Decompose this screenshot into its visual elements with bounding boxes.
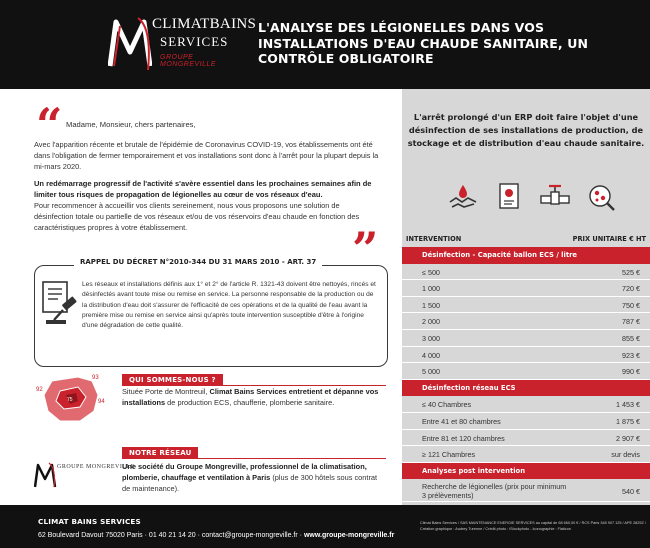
price-section-title: Désinfection - Capacité ballon ECS / litre [422,251,578,259]
col-price: PRIX UNITAIRE € HT [572,235,646,243]
service-icons [448,182,618,212]
price-row-label: 5 000 [422,367,440,377]
who-text-b: Climat Bains Services entretient et dépanne vos installations [122,387,379,407]
header-banner [0,0,650,89]
footer-email[interactable]: contact@groupe-mongreville.fr [201,532,298,539]
price-row-label: 2 000 [422,317,440,327]
price-row-value: 750 € [622,300,640,310]
price-row-value: sur devis [611,450,640,460]
who-label: QUI SOMMES-NOUS ? [122,374,223,386]
letter-paragraph-1: Avec l'apparition récente et brutale de l'épidémie de Coronavirus COVID-19, vos établissements ont été dans l'obligation de fermer temporairement et vos installations sont donc à l'arrêt pour la plupart depuis la mi-mars 2020. [34,140,379,171]
who-text-a: Située Porte de Montreuil, [122,387,210,396]
hands-drop-icon [448,182,478,212]
price-row-label: ≤ 40 Chambres [422,400,472,410]
price-row-label: 4 000 [422,350,440,360]
network-text [122,461,384,494]
price-row [402,297,650,314]
network-label: NOTRE RÉSEAU [122,447,198,459]
price-row [402,446,650,463]
network-underline [122,458,386,459]
intro-text: L'arrêt prolongé d'un ERP doit faire l'objet d'une désinfection de ses installations de production, de stockage et de distribution d'eau chaude sanitaire. [407,112,645,148]
page-title: L'ANALYSE DES LÉGIONELLES DANS VOS INSTALLATIONS D'EAU CHAUDE SANITAIRE, UN CONTRÔLE OBLIGATOIRE [258,20,589,66]
footer-contact: 62 Boulevard Davout 75020 Paris · 01 40 21 14 20 · contact@groupe-mongreville.fr · www.groupe-mongreville.fr [38,532,395,539]
price-row-value: 2 907 € [616,433,640,443]
price-row-value: 855 € [622,333,640,343]
price-row [402,313,650,330]
footer-website[interactable]: www.groupe-mongreville.fr [303,532,395,539]
price-row-value: 540 € [622,487,640,497]
price-row [402,479,650,502]
price-row [402,413,650,430]
price-panel [402,89,650,505]
price-row-value: 787 € [622,317,640,327]
price-row [402,347,650,364]
footer-address: 62 Boulevard Davout 75020 Paris [38,532,143,539]
footer [0,505,650,548]
price-row-label: ≥ 121 Chambres [422,450,476,460]
map-label-94: 94 [98,399,105,405]
price-section-title: Désinfection réseau ECS [422,383,516,392]
certificate-icon [494,182,524,212]
price-row [402,280,650,297]
logo-groupe: GROUPE MONGREVILLE [160,54,217,68]
bacteria-icon [586,182,616,212]
letter-paragraph-2: Un redémarrage progressif de l'activité s'avère essentiel dans les prochaines semaines afin de limiter tous risques de propagation de légionelles au cœur de vos réseaux d'eau. [34,179,372,199]
who-text [122,386,384,408]
letter-paragraph-3: Pour recommencer à accueillir vos clients sereinement, nous vous proposons une solution de désinfection totale ou partielle de vos réseaux et/ou de vos réservoirs d'eau chaude en fonction des caractéristiques propres à votre établissement. [34,201,360,232]
price-section-header [402,247,650,264]
paris-region-map [34,371,114,427]
open-quote-icon: “ [36,98,63,152]
price-row [402,396,650,413]
network-text-b: (plus de 300 hôtels sous contrat de maintenance). [122,473,378,493]
map-label-92: 92 [36,387,43,393]
greeting: Madame, Monsieur, chers partenaires, [66,120,196,129]
price-row-label: 3 000 [422,333,440,343]
price-section-header [402,463,650,480]
logo-name: CLIMATBAINS [152,16,257,32]
map-label-93: 93 [92,375,99,381]
price-row-label: Recherche de légionelles (prix pour minimum 3 prélèvements) [422,482,567,501]
price-row [402,330,650,347]
who-text-c: de production ECS, chaufferie, plomberie sanitaire. [165,398,335,407]
valve-pipe-icon [540,182,570,212]
price-row-label: 1 500 [422,300,440,310]
letter-column [34,89,388,505]
climatbains-m-logo-icon [108,14,152,72]
price-row-label: 1 000 [422,284,440,294]
footer-legal: Climat Bains Services / SAS MAINTENANCE ENERGIE SERVICES au capital de 68 660,00 € / RCS Paris 345 907 125 / APE 2825Z / Création graphique : Audrey Turenne / Crédit photo : iStockphoto - Iconographie : Flaticon [420,521,646,531]
climatbains-logo [108,14,257,76]
footer-company-name: CLIMAT BAINS SERVICES [38,517,141,526]
price-row-value: 1 453 € [616,400,640,410]
price-row [402,363,650,380]
decree-title: RAPPEL DU DÉCRET N°2010-344 DU 31 MARS 2010 - ART. 37 [74,258,322,266]
price-section-header [402,380,650,397]
price-row-label: Entre 41 et 80 chambres [422,416,501,426]
col-intervention: INTERVENTION [406,235,462,243]
logo-services: SERVICES [160,34,229,49]
footer-phone: 01 40 21 14 20 [148,532,196,539]
price-row-value: 720 € [622,284,640,294]
decree-text: Les réseaux et installations définis aux 1° et 2° de l'article R. 1321-43 doivent être nettoyés, rincés et désinfectés avant toute mise ou remise en service. La personne responsable de la production ou de la distribution d'eau doit s'assurer de l'efficacité de ces opérations et de la qualité de l'eau avant la première mise ou remise en service ainsi qu'après toute intervention susceptible d'être à l'origine d'une dégradation de cette qualité. [82,281,376,330]
gavel-document-icon [40,280,80,326]
mongreville-logo-text: GROUPE MONGREVILLE [57,464,135,470]
price-table-header [406,235,646,243]
close-quote-icon: ” [352,222,379,276]
price-row-label: ≤ 500 [422,267,440,277]
price-row-value: 923 € [622,350,640,360]
price-row-value: 525 € [622,267,640,277]
network-text-a: Une société du Groupe Mongreville, professionnel de la climatisation, plomberie, chauffage et ventilation à Paris [122,462,367,482]
price-row-value: 990 € [622,367,640,377]
price-row [402,264,650,281]
price-row [402,430,650,447]
map-label-75: 75 [67,397,73,403]
price-table [402,247,650,519]
price-row-label: Entre 81 et 120 chambres [422,433,505,443]
price-section-title: Analyses post intervention [422,466,526,475]
price-row-value: 1 875 € [616,416,640,426]
